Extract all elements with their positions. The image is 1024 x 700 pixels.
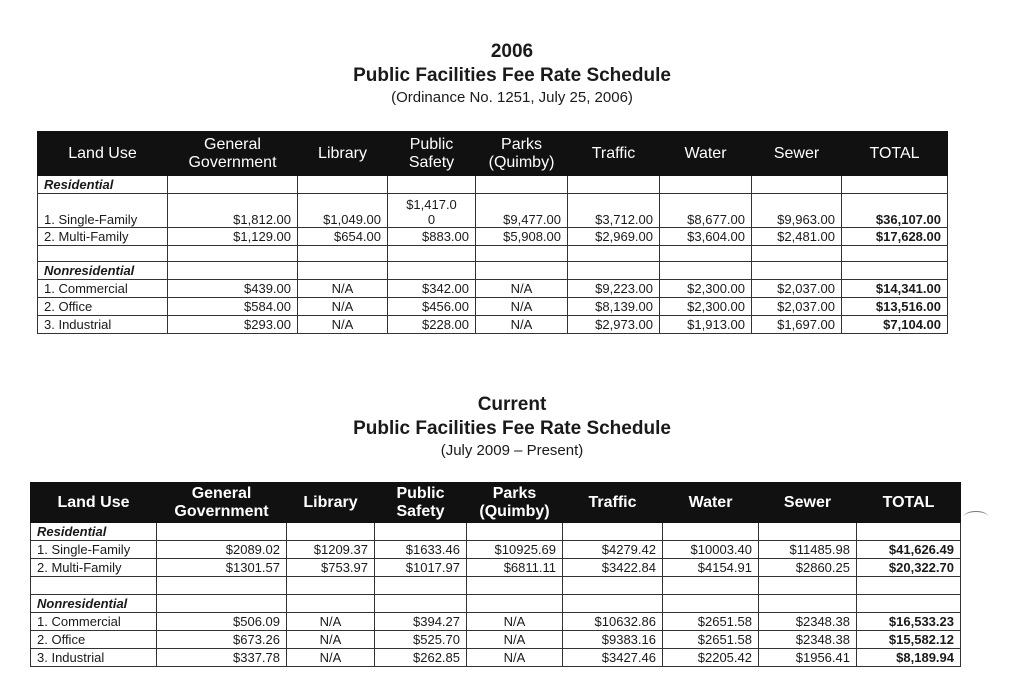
row-label: 2. Multi-Family — [38, 228, 168, 246]
cell-traffic: $2,969.00 — [568, 228, 660, 246]
cell-sewer: $2348.38 — [759, 631, 857, 649]
section-label-residential: Residential — [38, 176, 168, 194]
schedule-current-title: Public Facilities Fee Rate Schedule — [353, 418, 671, 439]
table-row — [38, 316, 948, 334]
header-general-government: General Government — [157, 483, 287, 523]
cell-sewer: $2,037.00 — [752, 298, 842, 316]
cell-total: $13,516.00 — [842, 298, 948, 316]
cell-general-government: $337.78 — [157, 649, 287, 667]
cell-traffic: $3,712.00 — [568, 194, 660, 228]
cell-traffic: $9,223.00 — [568, 280, 660, 298]
cell-sewer: $2,037.00 — [752, 280, 842, 298]
cell-traffic: $3422.84 — [563, 559, 663, 577]
cell-water: $1,913.00 — [660, 316, 752, 334]
table-row — [31, 613, 961, 631]
cell-traffic: $8,139.00 — [568, 298, 660, 316]
cell-library: $654.00 — [298, 228, 388, 246]
cell-total: $16,533.23 — [857, 613, 961, 631]
cell-water: $2651.58 — [663, 631, 759, 649]
section-row — [31, 595, 961, 613]
cell-parks: N/A — [467, 613, 563, 631]
row-label: 2. Office — [38, 298, 168, 316]
section-row — [38, 176, 948, 194]
cell-traffic: $4279.42 — [563, 541, 663, 559]
cell-traffic: $10632.86 — [563, 613, 663, 631]
cell-water: $3,604.00 — [660, 228, 752, 246]
table-row — [31, 631, 961, 649]
cell-library: N/A — [298, 298, 388, 316]
cell-parks: N/A — [476, 316, 568, 334]
cell-public-safety — [388, 194, 476, 228]
cell-library: $1209.37 — [287, 541, 375, 559]
cell-general-government: $506.09 — [157, 613, 287, 631]
spacer-row — [31, 577, 961, 595]
header-public-safety: Public Safety — [388, 132, 476, 176]
cell-parks: N/A — [467, 649, 563, 667]
table-row — [38, 298, 948, 316]
header-public-safety: Public Safety — [375, 483, 467, 523]
cell-traffic: $9383.16 — [563, 631, 663, 649]
cell-parks: N/A — [476, 280, 568, 298]
cell-parks: $9,477.00 — [476, 194, 568, 228]
cell-public-safety: $1017.97 — [375, 559, 467, 577]
schedule-2006-title: Public Facilities Fee Rate Schedule — [353, 65, 671, 86]
section-row — [38, 262, 948, 280]
cell-sewer: $11485.98 — [759, 541, 857, 559]
cell-parks: N/A — [476, 298, 568, 316]
cell-public-safety: $883.00 — [388, 228, 476, 246]
header-row — [38, 132, 948, 176]
cell-total: $36,107.00 — [842, 194, 948, 228]
row-label: 1. Single-Family — [31, 541, 157, 559]
fee-table-2006 — [37, 131, 948, 334]
row-label: 3. Industrial — [38, 316, 168, 334]
header-water: Water — [660, 132, 752, 176]
cell-parks: $10925.69 — [467, 541, 563, 559]
table-row — [31, 541, 961, 559]
schedule-2006-year: 2006 — [490, 41, 534, 62]
header-library: Library — [287, 483, 375, 523]
section-row — [31, 523, 961, 541]
cell-total: $14,341.00 — [842, 280, 948, 298]
cell-total: $7,104.00 — [842, 316, 948, 334]
header-row — [31, 483, 961, 523]
header-traffic: Traffic — [563, 483, 663, 523]
cell-general-government: $584.00 — [168, 298, 298, 316]
cell-library: N/A — [287, 613, 375, 631]
cell-public-safety: $525.70 — [375, 631, 467, 649]
table-row — [38, 194, 948, 228]
header-parks: Parks (Quimby) — [467, 483, 563, 523]
schedule-2006-subtitle: (Ordinance No. 1251, July 25, 2006) — [391, 89, 633, 106]
cell-sewer: $1956.41 — [759, 649, 857, 667]
row-label: 1. Commercial — [31, 613, 157, 631]
table-row — [38, 280, 948, 298]
cell-water: $8,677.00 — [660, 194, 752, 228]
header-sewer: Sewer — [759, 483, 857, 523]
cell-general-government: $439.00 — [168, 280, 298, 298]
cell-public-safety: $342.00 — [388, 280, 476, 298]
cell-public-safety: $262.85 — [375, 649, 467, 667]
cell-library: N/A — [287, 649, 375, 667]
cell-sewer: $9,963.00 — [752, 194, 842, 228]
row-label: 1. Commercial — [38, 280, 168, 298]
row-label: 2. Office — [31, 631, 157, 649]
row-label: 3. Industrial — [31, 649, 157, 667]
header-library: Library — [298, 132, 388, 176]
row-label: 2. Multi-Family — [31, 559, 157, 577]
section-label-nonresidential: Nonresidential — [38, 262, 168, 280]
cell-water: $2,300.00 — [660, 280, 752, 298]
cell-general-government: $2089.02 — [157, 541, 287, 559]
cell-public-safety: $456.00 — [388, 298, 476, 316]
cell-water: $4154.91 — [663, 559, 759, 577]
header-general-government: General Government — [168, 132, 298, 176]
cell-parks: N/A — [467, 631, 563, 649]
cell-traffic: $3427.46 — [563, 649, 663, 667]
cell-water: $2651.58 — [663, 613, 759, 631]
pen-mark — [964, 511, 988, 522]
cell-public-safety: $1633.46 — [375, 541, 467, 559]
cell-total: $8,189.94 — [857, 649, 961, 667]
cell-library: N/A — [298, 280, 388, 298]
cell-public-safety: $228.00 — [388, 316, 476, 334]
schedule-2006-title-block — [0, 40, 1024, 108]
header-land-use: Land Use — [31, 483, 157, 523]
header-total: TOTAL — [857, 483, 961, 523]
cell-sewer: $2860.25 — [759, 559, 857, 577]
spacer-row — [38, 246, 948, 262]
header-traffic: Traffic — [568, 132, 660, 176]
header-total: TOTAL — [842, 132, 948, 176]
cell-sewer: $2,481.00 — [752, 228, 842, 246]
table-row — [38, 228, 948, 246]
cell-water: $10003.40 — [663, 541, 759, 559]
fee-table-current — [30, 482, 961, 667]
header-sewer: Sewer — [752, 132, 842, 176]
header-water: Water — [663, 483, 759, 523]
schedule-current-title-block — [0, 393, 1024, 461]
table-row — [31, 649, 961, 667]
cell-public-safety: $394.27 — [375, 613, 467, 631]
cell-sewer: $1,697.00 — [752, 316, 842, 334]
cell-parks: $6811.11 — [467, 559, 563, 577]
cell-general-government: $1,129.00 — [168, 228, 298, 246]
cell-library: $1,049.00 — [298, 194, 388, 228]
row-label: 1. Single-Family — [38, 194, 168, 228]
section-label-residential: Residential — [31, 523, 157, 541]
cell-total: $17,628.00 — [842, 228, 948, 246]
cell-total: $15,582.12 — [857, 631, 961, 649]
cell-traffic: $2,973.00 — [568, 316, 660, 334]
cell-library: $753.97 — [287, 559, 375, 577]
cell-public-safety-value: $1,417.0 0 — [406, 197, 457, 227]
cell-general-government: $673.26 — [157, 631, 287, 649]
schedule-current-subtitle: (July 2009 – Present) — [440, 442, 584, 459]
header-land-use: Land Use — [38, 132, 168, 176]
cell-general-government: $1,812.00 — [168, 194, 298, 228]
section-label-nonresidential: Nonresidential — [31, 595, 157, 613]
cell-total: $20,322.70 — [857, 559, 961, 577]
cell-general-government: $1301.57 — [157, 559, 287, 577]
cell-sewer: $2348.38 — [759, 613, 857, 631]
cell-general-government: $293.00 — [168, 316, 298, 334]
header-parks: Parks (Quimby) — [476, 132, 568, 176]
cell-library: N/A — [287, 631, 375, 649]
cell-library: N/A — [298, 316, 388, 334]
cell-parks: $5,908.00 — [476, 228, 568, 246]
schedule-current-year: Current — [477, 394, 547, 415]
cell-water: $2,300.00 — [660, 298, 752, 316]
table-row — [31, 559, 961, 577]
cell-water: $2205.42 — [663, 649, 759, 667]
cell-total: $41,626.49 — [857, 541, 961, 559]
